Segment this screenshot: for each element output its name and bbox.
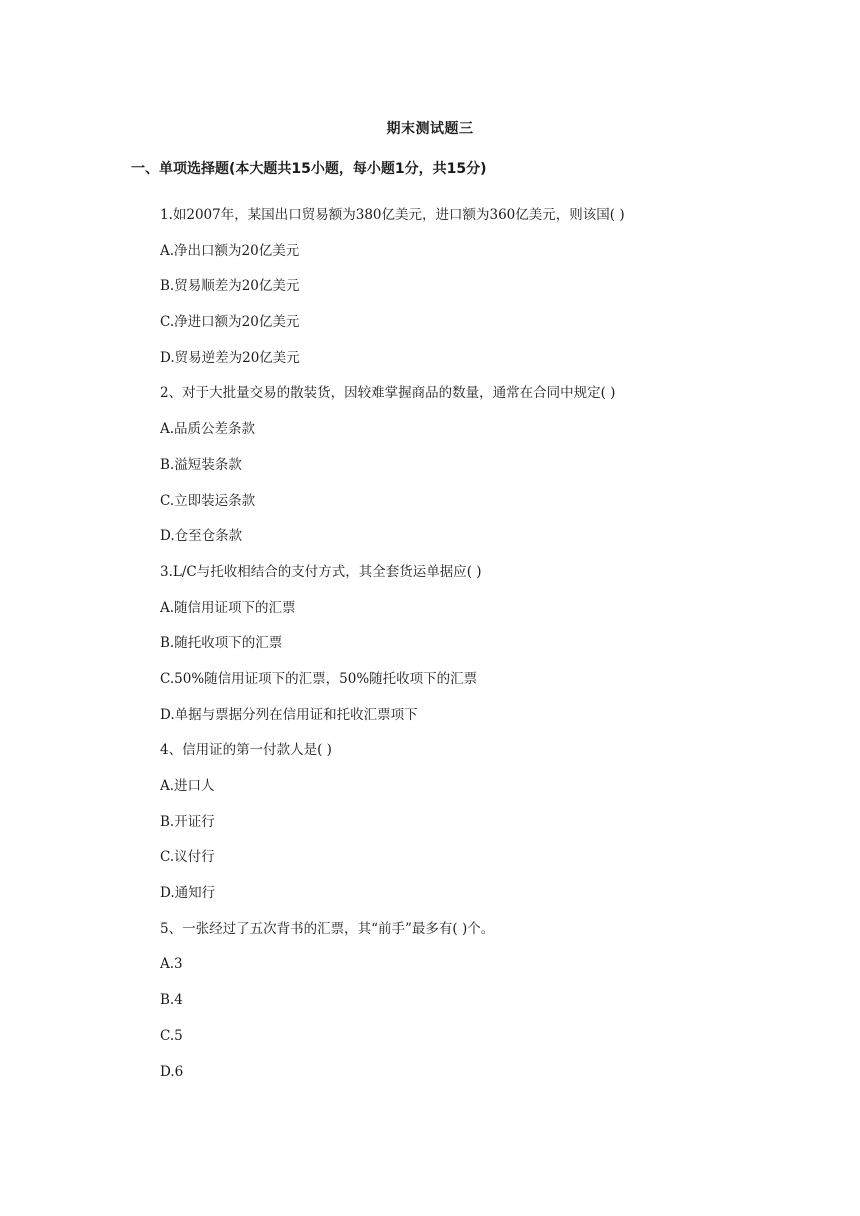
option-b: B.开证行 xyxy=(160,813,215,830)
question-3 xyxy=(160,563,760,741)
option-a: A.进口人 xyxy=(160,778,215,794)
option-b: B.溢短装条款 xyxy=(160,456,242,473)
question-stem: 5、一张经过了五次背书的汇票，其“前手”最多有( )个。 xyxy=(160,920,495,937)
question-stem: 1.如2007年，某国出口贸易额为380亿美元，进口额为360亿美元，则该国( ) xyxy=(160,207,625,223)
option-c: C.净进口额为20亿美元 xyxy=(160,314,300,331)
option-d: D.单据与票据分列在信用证和托收汇票项下 xyxy=(160,706,418,723)
section-heading: 一、单项选择题(本大题共15小题，每小题1分，共15分) xyxy=(131,161,487,177)
option-c: C.立即装运条款 xyxy=(160,492,256,509)
document-title: 期末测试题三 xyxy=(386,121,474,137)
question-stem: 4、信用证的第一付款人是( ) xyxy=(160,742,332,759)
option-d: D.6 xyxy=(160,1063,184,1080)
option-b: B.4 xyxy=(160,992,183,1009)
question-stem: 2、对于大批量交易的散装货，因较难掌握商品的数量，通常在合同中规定( ) xyxy=(160,385,616,402)
question-2 xyxy=(160,384,760,562)
option-a: A.净出口额为20亿美元 xyxy=(160,242,300,259)
option-a: A.3 xyxy=(160,956,183,973)
option-d: D.贸易逆差为20亿美元 xyxy=(160,349,300,366)
option-a: A.品质公差条款 xyxy=(160,421,256,438)
option-d: D.仓至仓条款 xyxy=(160,528,243,545)
option-b: B.贸易顺差为20亿美元 xyxy=(160,278,300,295)
option-a: A.随信用证项下的汇票 xyxy=(160,599,296,616)
question-5 xyxy=(160,920,760,1098)
option-c: C.5 xyxy=(160,1027,183,1044)
question-1 xyxy=(160,206,760,384)
option-c: C.议付行 xyxy=(160,849,215,866)
option-d: D.通知行 xyxy=(160,885,216,902)
question-4 xyxy=(160,741,760,919)
option-c: C.50%随信用证项下的汇票，50%随托收项下的汇票 xyxy=(160,670,478,687)
question-stem: 3.L/C与托收相结合的支付方式，其全套货运单据应( ) xyxy=(160,563,482,580)
option-b: B.随托收项下的汇票 xyxy=(160,635,283,652)
question-list xyxy=(160,206,760,1098)
